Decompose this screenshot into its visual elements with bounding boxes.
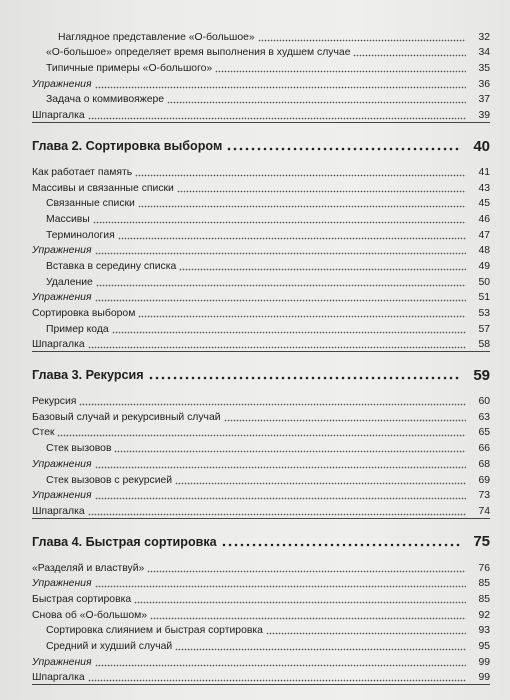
toc-entry — [0, 622, 510, 638]
entry-page-number: 43 — [478, 182, 490, 194]
toc-entry — [0, 653, 510, 669]
entry-page-number: 63 — [478, 411, 490, 423]
entry-title: Типичные примеры «О-большого» — [46, 63, 213, 75]
toc-entry — [0, 575, 510, 591]
dot-leader — [93, 216, 466, 224]
entry-title: Упражнения — [32, 490, 92, 502]
dot-leader — [353, 49, 466, 57]
dot-leader — [167, 96, 466, 104]
dot-leader — [215, 65, 466, 73]
entry-title: Задача о коммивояжере — [46, 94, 165, 106]
toc-entry — [0, 424, 510, 440]
dot-leader — [95, 247, 467, 255]
entry-title: Упражнения — [32, 245, 92, 257]
entry-page-number: 49 — [478, 260, 490, 272]
entry-page-number: 93 — [478, 625, 490, 637]
entry-title: Средний и худший случай — [46, 641, 173, 652]
dot-leader — [258, 34, 466, 42]
dot-leader — [95, 461, 467, 469]
dot-leader — [148, 375, 460, 381]
section-divider — [32, 684, 490, 685]
entry-page-number: 60 — [478, 396, 490, 408]
dot-leader — [135, 169, 466, 177]
section-divider — [32, 518, 490, 519]
entry-page-number: 73 — [478, 490, 490, 502]
dot-leader — [88, 674, 466, 682]
dot-leader — [150, 612, 466, 620]
entry-title: Пример кода — [46, 323, 109, 335]
entry-page-number: 99 — [478, 672, 490, 684]
entry-title: Шпаргалка — [32, 110, 85, 122]
toc-entry — [0, 455, 510, 471]
dot-leader — [226, 146, 460, 152]
entry-title: Как работает память — [32, 166, 133, 178]
chapter-page-number: 40 — [473, 137, 490, 155]
toc-entry — [0, 273, 510, 289]
chapter-title: Глава 4. Быстрая сортировка — [32, 534, 217, 549]
toc-entry — [0, 502, 510, 518]
dot-leader — [175, 643, 466, 651]
entry-page-number: 45 — [478, 198, 490, 210]
entry-page-number: 85 — [478, 593, 490, 605]
entry-title: Стек — [32, 427, 55, 439]
dot-leader — [57, 429, 466, 437]
toc-entry — [0, 487, 510, 503]
section-divider — [32, 122, 490, 123]
toc-entry — [0, 163, 510, 179]
entry-page-number: 68 — [478, 458, 490, 470]
entry-page-number: 34 — [478, 47, 490, 59]
entry-page-number: 74 — [478, 505, 490, 517]
toc-entry — [0, 559, 510, 575]
entry-title: Терминология — [46, 229, 115, 241]
toc-entry — [0, 106, 510, 122]
dot-leader — [112, 326, 466, 334]
entry-title: Шпаргалка — [32, 339, 85, 351]
chapter-title: Глава 2. Сортировка выбором — [32, 139, 223, 154]
entry-page-number: 95 — [478, 641, 490, 652]
toc-entry — [0, 59, 510, 75]
dot-leader — [138, 200, 466, 208]
toc-entry — [0, 637, 510, 653]
dot-leader — [79, 398, 466, 406]
toc-entry — [0, 195, 510, 211]
dot-leader — [95, 294, 467, 302]
toc-entry — [0, 91, 510, 107]
entry-page-number: 85 — [478, 578, 490, 590]
dot-leader — [147, 565, 466, 573]
entry-page-number: 53 — [478, 308, 490, 319]
dot-leader — [175, 477, 466, 485]
toc-entry — [0, 320, 510, 336]
dot-leader — [95, 659, 467, 667]
dot-leader — [96, 279, 466, 287]
dot-leader — [177, 185, 466, 193]
toc-entry — [0, 289, 510, 305]
chapter-page-number: 75 — [473, 533, 490, 551]
entry-page-number: 76 — [478, 562, 490, 574]
entry-page-number: 69 — [478, 474, 490, 486]
dot-leader — [221, 542, 460, 548]
dot-leader — [179, 263, 466, 271]
entry-title: Стек вызовов — [46, 443, 112, 455]
entry-page-number: 37 — [478, 94, 490, 106]
chapter-page-number: 59 — [473, 366, 490, 384]
entry-page-number: 41 — [478, 166, 490, 178]
entry-title: Удаление — [46, 276, 93, 288]
entry-title: Массивы и связанные списки — [32, 182, 174, 194]
entry-title: Вставка в середину списка — [46, 260, 177, 272]
toc-entry — [0, 28, 510, 44]
entry-title: Быстрая сортировка — [32, 593, 132, 605]
entry-title: Рекурсия — [32, 396, 77, 408]
entry-page-number: 57 — [478, 323, 490, 335]
entry-page-number: 92 — [478, 609, 490, 621]
entry-title: Базовый случай и рекурсивный случай — [32, 411, 221, 423]
entry-page-number: 99 — [478, 656, 490, 668]
toc-entry — [0, 590, 510, 606]
entry-title: Упражнения — [32, 578, 92, 590]
toc-entry — [0, 44, 510, 60]
entry-page-number: 46 — [478, 213, 490, 225]
dot-leader — [138, 310, 466, 318]
dot-leader — [95, 492, 467, 500]
dot-leader — [118, 232, 466, 240]
toc-entry — [0, 257, 510, 273]
entry-title: Наглядное представление «О-большое» — [58, 31, 255, 43]
entry-page-number: 65 — [478, 427, 490, 439]
entry-title: Стек вызовов с рекурсией — [46, 474, 173, 486]
dot-leader — [95, 580, 467, 588]
dot-leader — [114, 445, 466, 453]
entry-title: «О-большое» определяет время выполнения в худшем случае — [46, 47, 351, 59]
toc-entry — [0, 336, 510, 352]
entry-page-number: 66 — [478, 443, 490, 455]
entry-page-number: 50 — [478, 276, 490, 288]
entry-title: Шпаргалка — [32, 505, 85, 517]
toc-entry — [0, 408, 510, 424]
toc-entry — [0, 242, 510, 258]
entry-title: Упражнения — [32, 458, 92, 470]
toc-entry — [0, 179, 510, 195]
chapter-heading — [0, 360, 510, 390]
entry-title: Сортировка слиянием и быстрая сортировка — [46, 625, 263, 637]
entry-page-number: 47 — [478, 229, 490, 241]
dot-leader — [88, 508, 466, 516]
chapter-title: Глава 3. Рекурсия — [32, 368, 144, 383]
toc-entry — [0, 669, 510, 685]
entry-page-number: 48 — [478, 245, 490, 257]
chapter-heading — [0, 131, 510, 161]
entry-title: Упражнения — [32, 656, 92, 668]
entry-page-number: 39 — [478, 110, 490, 122]
chapter-heading — [0, 527, 510, 557]
entry-title: Массивы — [46, 213, 90, 225]
dot-leader — [95, 81, 467, 89]
dot-leader — [134, 596, 466, 604]
entry-page-number: 35 — [478, 63, 490, 75]
entry-title: Шпаргалка — [32, 672, 85, 684]
toc-entry — [0, 226, 510, 242]
toc-entry — [0, 210, 510, 226]
dot-leader — [224, 414, 466, 422]
entry-title: Упражнения — [32, 78, 92, 90]
section-divider — [32, 351, 490, 352]
entry-title: Сортировка выбором — [32, 308, 136, 319]
toc-entry — [0, 606, 510, 622]
dot-leader — [266, 627, 466, 635]
entry-title: Связанные списки — [46, 198, 135, 210]
dot-leader — [88, 341, 466, 349]
toc-entry — [0, 304, 510, 320]
entry-page-number: 51 — [478, 292, 490, 304]
table-of-contents — [0, 28, 510, 685]
toc-entry — [0, 392, 510, 408]
entry-title: Упражнения — [32, 292, 92, 304]
dot-leader — [88, 112, 466, 120]
toc-entry — [0, 75, 510, 91]
entry-page-number: 36 — [478, 78, 490, 90]
entry-title: Снова об «О-большом» — [32, 609, 148, 621]
toc-entry — [0, 471, 510, 487]
entry-page-number: 32 — [478, 31, 490, 43]
entry-page-number: 58 — [478, 339, 490, 351]
toc-entry — [0, 439, 510, 455]
entry-title: «Разделяй и властвуй» — [32, 562, 145, 574]
